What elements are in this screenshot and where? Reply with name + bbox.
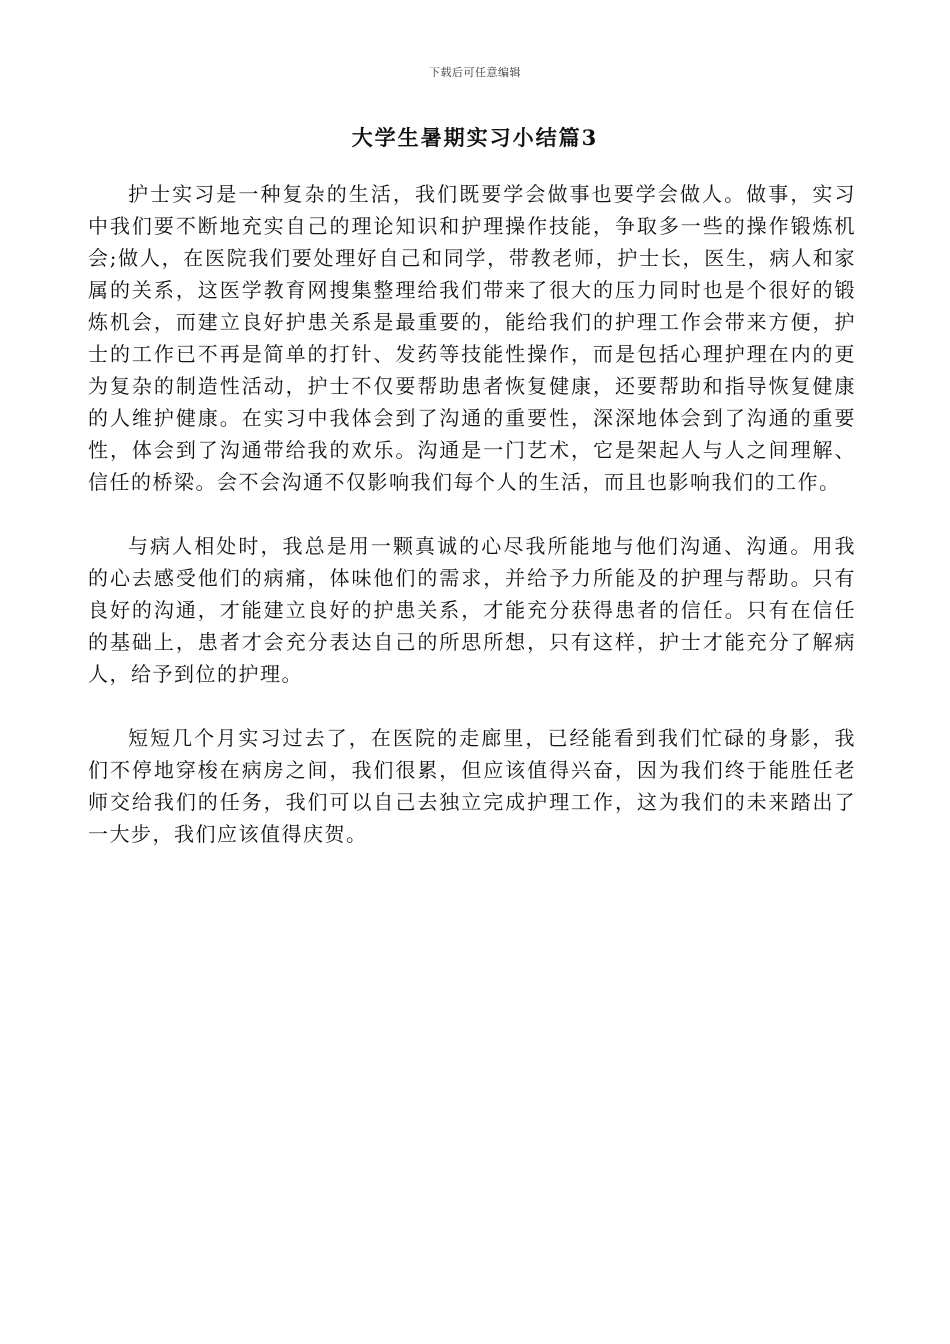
paragraph-1: 护士实习是一种复杂的生活，我们既要学会做事也要学会做人。做事，实习中我们要不断地充实自己的理论知识和护理操作技能，争取多一些的操作锻炼机会;做人，在医院我们要处理好自己和同学，带教老师，护士长，医生，病人和家属的关系，这医学教育网搜集整理给我们带来了很大的压力同时也是个很好的锻炼机会，而建立良好护患关系是最重要的，能给我们的护理工作会带来方便，护士的工作已不再是简单的打针、发药等技能性操作，而是包括心理护理在内的更为复杂的制造性活动，护士不仅要帮助患者恢复健康，还要帮助和指导恢复健康的人维护健康。在实习中我体会到了沟通的重要性，深深地体会到了沟通的重要性，体会到了沟通带给我的欢乐。沟通是一门艺术，它是架起人与人之间理解、信任的桥梁。会不会沟通不仅影响我们每个人的生活，而且也影响我们的工作。 bbox=[88, 182, 856, 494]
page-header-note: 下载后可任意编辑 bbox=[429, 66, 521, 79]
paragraph-3: 短短几个月实习过去了，在医院的走廊里，已经能看到我们忙碌的身影，我们不停地穿梭在病房之间，我们很累，但应该值得兴奋，因为我们终于能胜任老师交给我们的任务，我们可以自己去独立完成护理工作，这为我们的未来踏出了一大步，我们应该值得庆贺。 bbox=[88, 726, 856, 846]
document-title: 大学生暑期实习小结篇3 bbox=[351, 125, 599, 150]
document-body bbox=[88, 178, 856, 850]
paragraph-2: 与病人相处时，我总是用一颗真诚的心尽我所能地与他们沟通、沟通。用我的心去感受他们的病痛，体味他们的需求，并给予力所能及的护理与帮助。只有良好的沟通，才能建立良好的护患关系，才能充分获得患者的信任。只有在信任的基础上，患者才会充分表达自己的所思所想，只有这样，护士才能充分了解病人，给予到位的护理。 bbox=[88, 534, 856, 686]
